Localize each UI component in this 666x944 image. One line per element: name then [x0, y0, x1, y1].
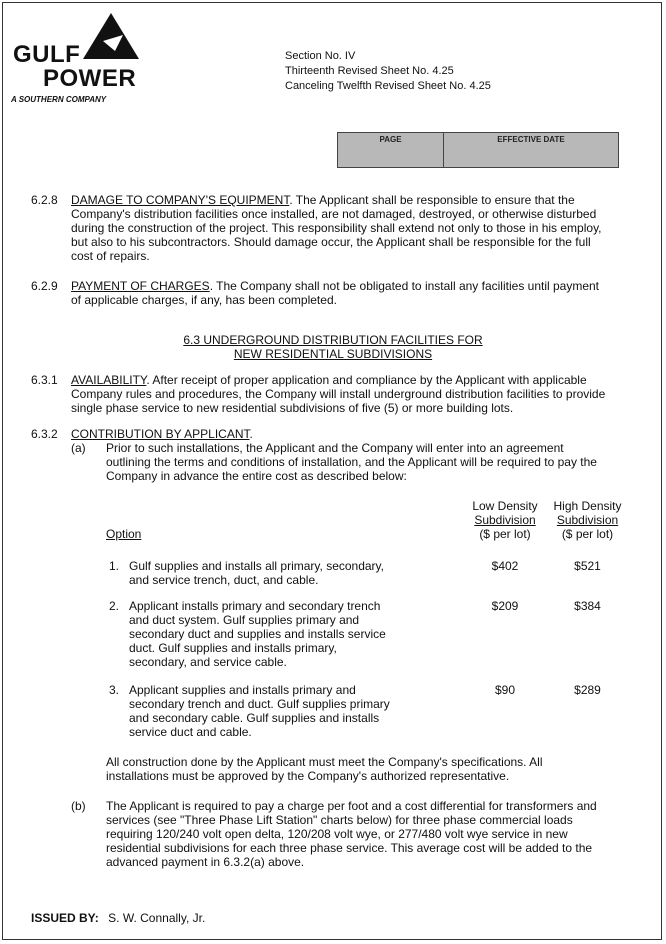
section-632-number: 6.3.2	[31, 427, 58, 441]
section-631-text1: . After receipt of proper application and compliance by the Applicant with applicable	[146, 373, 587, 387]
option-3-low: $90	[494, 683, 516, 697]
section-628-line1	[71, 193, 575, 207]
option-1-desc	[129, 559, 384, 587]
col-high-line2: Subdivision	[556, 513, 619, 527]
item-b-line2: services (see "Three Phase Lift Station" charts below) for three phase commercial loads	[106, 813, 573, 827]
item-a-line2: outlining the terms and conditions of installation, and the Applicant will be required to pay the	[106, 455, 597, 469]
section-629-title: PAYMENT OF CHARGES	[71, 279, 210, 293]
option-3-desc	[129, 683, 390, 739]
item-b-line4: residential subdivisions for each three phase service. This average cost will be added to the	[106, 841, 593, 855]
section-631-line3: single phase service to new residential subdivisions of five (5) or more building lots.	[71, 401, 514, 415]
sheet-number: Thirteenth Revised Sheet No. 4.25	[285, 65, 454, 77]
section-632-title-end: .	[249, 427, 253, 441]
section-629-number: 6.2.9	[31, 279, 58, 293]
option-3-number: 3.	[109, 683, 120, 697]
section-628-line2: Company's distribution facilities once installed, are not damaged, destroyed, or otherwise disturbed	[71, 207, 597, 221]
item-a-line1: Prior to such installations, the Applicant and the Company will enter into an agreement	[106, 441, 564, 455]
logo-gulf: GULF	[13, 41, 81, 68]
section-63-heading-line2: NEW RESIDENTIAL SUBDIVISIONS	[233, 347, 433, 361]
item-a-label: (a)	[71, 441, 86, 455]
section-628-line3: during the construction of the project. This responsibility shall extend not only to those in his employ,	[71, 221, 602, 235]
option-1-line1: Gulf supplies and installs all primary, secondary,	[129, 559, 384, 573]
page-effective-date-box	[337, 132, 619, 168]
section-629-line2: of applicable charges, if any, has been completed.	[71, 293, 337, 307]
construction-note-line1: All construction done by the Applicant must meet the Company's specifications. All	[106, 755, 543, 769]
issued-by-name: S. W. Connally, Jr.	[108, 911, 206, 925]
item-b-line3: requiring 120/240 volt open delta, 120/208 volt wye, or 277/480 volt wye service in new	[106, 827, 568, 841]
item-b-line5: advanced payment in 6.3.2(a) above.	[106, 855, 305, 869]
section-631-number: 6.3.1	[31, 373, 58, 387]
section-628-number: 6.2.8	[31, 193, 58, 207]
item-b-line1: The Applicant is required to pay a charge per foot and a cost differential for transformers and	[106, 799, 597, 813]
issued-by	[31, 911, 205, 925]
section-629-text1: . The Company shall not be obligated to install any facilities until payment	[209, 279, 600, 293]
col-high-density-header	[545, 499, 630, 541]
section-63-heading-line1: 6.3 UNDERGROUND DISTRIBUTION FACILITIES FOR	[183, 333, 483, 347]
option-1-high: $521	[574, 559, 601, 573]
section-628-title: DAMAGE TO COMPANY'S EQUIPMENT	[71, 193, 290, 207]
page-cell	[338, 133, 444, 167]
option-2-line4: duct. Gulf supplies and installs primary,	[129, 641, 337, 655]
option-2-high: $384	[574, 599, 601, 613]
option-3-line1: Applicant supplies and installs primary and	[129, 683, 356, 697]
option-3-line4: service duct and cable.	[129, 725, 252, 739]
section-628-line5: cost of repairs.	[71, 249, 150, 263]
section-629-line1	[71, 279, 599, 293]
tariff-page	[2, 2, 662, 940]
section-631-line2: Company rules and procedures, the Company will install underground distribution facilities to provide	[71, 387, 606, 401]
option-2-number: 2.	[109, 599, 120, 613]
option-2-line2: and duct system. Gulf supplies primary and	[129, 613, 360, 627]
section-632-title: CONTRIBUTION BY APPLICANT	[71, 427, 250, 441]
section-632-title-line	[71, 427, 253, 441]
logo-tagline: A SOUTHERN COMPANY	[11, 95, 107, 104]
col-low-line2: Subdivision	[474, 513, 536, 527]
option-1-low: $402	[491, 559, 519, 573]
effective-date-label: EFFECTIVE DATE	[497, 135, 565, 144]
option-3-line3: and secondary cable. Gulf supplies and installs	[129, 711, 380, 725]
logo-power: POWER	[43, 65, 137, 92]
option-1-number: 1.	[109, 559, 120, 573]
option-2-line3: secondary duct and supplies and installs service	[129, 627, 386, 641]
issued-by-label: ISSUED BY:	[31, 911, 99, 925]
item-a-line3: Company in advance the entire cost as described below:	[106, 469, 407, 483]
section-628-text1: . The Applicant shall be responsible to ensure that the	[289, 193, 575, 207]
col-high-line3: ($ per lot)	[561, 527, 614, 541]
section-628-line4: but also to his subcontractors. Should damage occur, the Applicant shall be responsible for the full	[71, 235, 591, 249]
option-2-low: $209	[491, 599, 519, 613]
section-number: Section No. IV	[285, 50, 356, 62]
section-631-line1	[71, 373, 587, 387]
option-3-line2: secondary trench and duct. Gulf supplies primary	[129, 697, 390, 711]
option-2-line1: Applicant installs primary and secondary trench	[129, 599, 381, 613]
col-option-header: Option	[106, 527, 142, 541]
col-high-line1: High Density	[553, 499, 622, 513]
option-2-line5: secondary, and service cable.	[129, 655, 287, 669]
col-low-density-header	[465, 499, 545, 541]
section-631-title: AVAILABILITY	[71, 373, 147, 387]
gulf-power-logo	[9, 11, 169, 106]
construction-note-line2: installations must be approved by the Company's authorized representative.	[106, 769, 510, 783]
col-low-line1: Low Density	[472, 499, 538, 513]
option-2-desc	[129, 599, 386, 669]
canceling-sheet: Canceling Twelfth Revised Sheet No. 4.25	[285, 80, 491, 92]
col-low-line3: ($ per lot)	[479, 527, 531, 541]
item-b-label: (b)	[71, 799, 86, 813]
logo-mark-icon	[81, 11, 141, 61]
option-1-line2: and service trench, duct, and cable.	[129, 573, 319, 587]
page-label: PAGE	[379, 135, 402, 144]
option-3-high: $289	[574, 683, 601, 697]
effective-date-cell	[444, 133, 618, 167]
